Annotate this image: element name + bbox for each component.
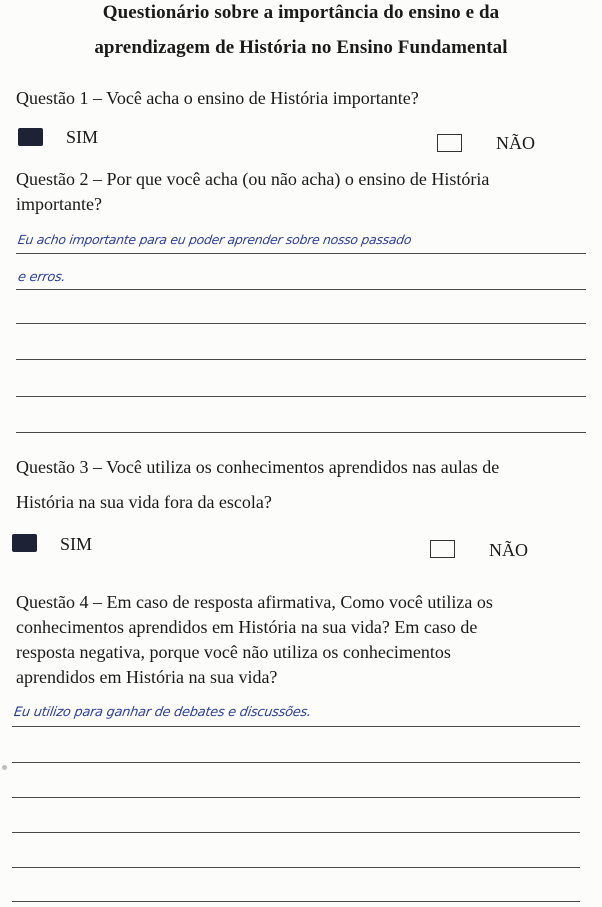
question-3-text-line2: História na sua vida fora da escola? xyxy=(16,492,272,512)
q1-no-label: NÃO xyxy=(496,133,535,153)
q1-yes-checkbox[interactable] xyxy=(18,128,43,146)
q4-answer-line xyxy=(12,797,580,798)
q1-yes-label: SIM xyxy=(66,127,99,147)
question-2-text-line2: importante? xyxy=(16,194,102,214)
q3-yes-checkbox[interactable] xyxy=(12,534,37,552)
q4-answer-line xyxy=(12,867,580,868)
q2-handwritten-answer-line2: e erros. xyxy=(16,270,67,285)
question-4-text-line1: Questão 4 – Em caso de resposta afirmativa, Como você utiliza os xyxy=(16,592,493,612)
question-1-text: Questão 1 – Você acha o ensino de História importante? xyxy=(16,88,419,108)
q4-answer-line xyxy=(12,832,580,833)
form-title-line2: aprendizagem de História no Ensino Fundamental xyxy=(94,37,508,58)
q2-answer-line xyxy=(16,253,586,254)
q3-no-checkbox[interactable] xyxy=(430,540,455,558)
q1-no-checkbox[interactable] xyxy=(437,134,462,152)
q4-answer-line xyxy=(12,901,580,902)
form-title-line1: Questionário sobre a importância do ensino e da xyxy=(102,2,500,23)
q2-answer-line xyxy=(16,359,586,360)
q2-answer-line xyxy=(16,396,586,397)
q2-answer-line xyxy=(16,432,586,433)
paper-speck xyxy=(2,765,7,770)
q3-yes-label: SIM xyxy=(60,534,93,554)
question-4-text-line2: conhecimentos aprendidos em História na sua vida? Em caso de xyxy=(16,617,478,637)
q2-handwritten-answer-line1: Eu acho importante para eu poder aprender sobre nosso passado xyxy=(16,232,413,247)
q4-handwritten-answer: Eu utilizo para ganhar de debates e discussões. xyxy=(12,705,312,720)
q4-answer-line xyxy=(12,726,580,727)
question-2-text-line1: Questão 2 – Por que você acha (ou não acha) o ensino de História xyxy=(16,169,490,189)
q2-answer-line xyxy=(16,323,586,324)
question-3-text-line1: Questão 3 – Você utiliza os conhecimentos aprendidos nas aulas de xyxy=(16,457,500,477)
question-4-text-line4: aprendidos em História na sua vida? xyxy=(16,667,278,687)
q2-answer-line xyxy=(16,289,586,290)
question-4-text-line3: resposta negativa, porque você não utiliza os conhecimentos xyxy=(16,642,451,662)
q3-no-label: NÃO xyxy=(489,540,528,560)
q4-answer-line xyxy=(12,762,580,763)
